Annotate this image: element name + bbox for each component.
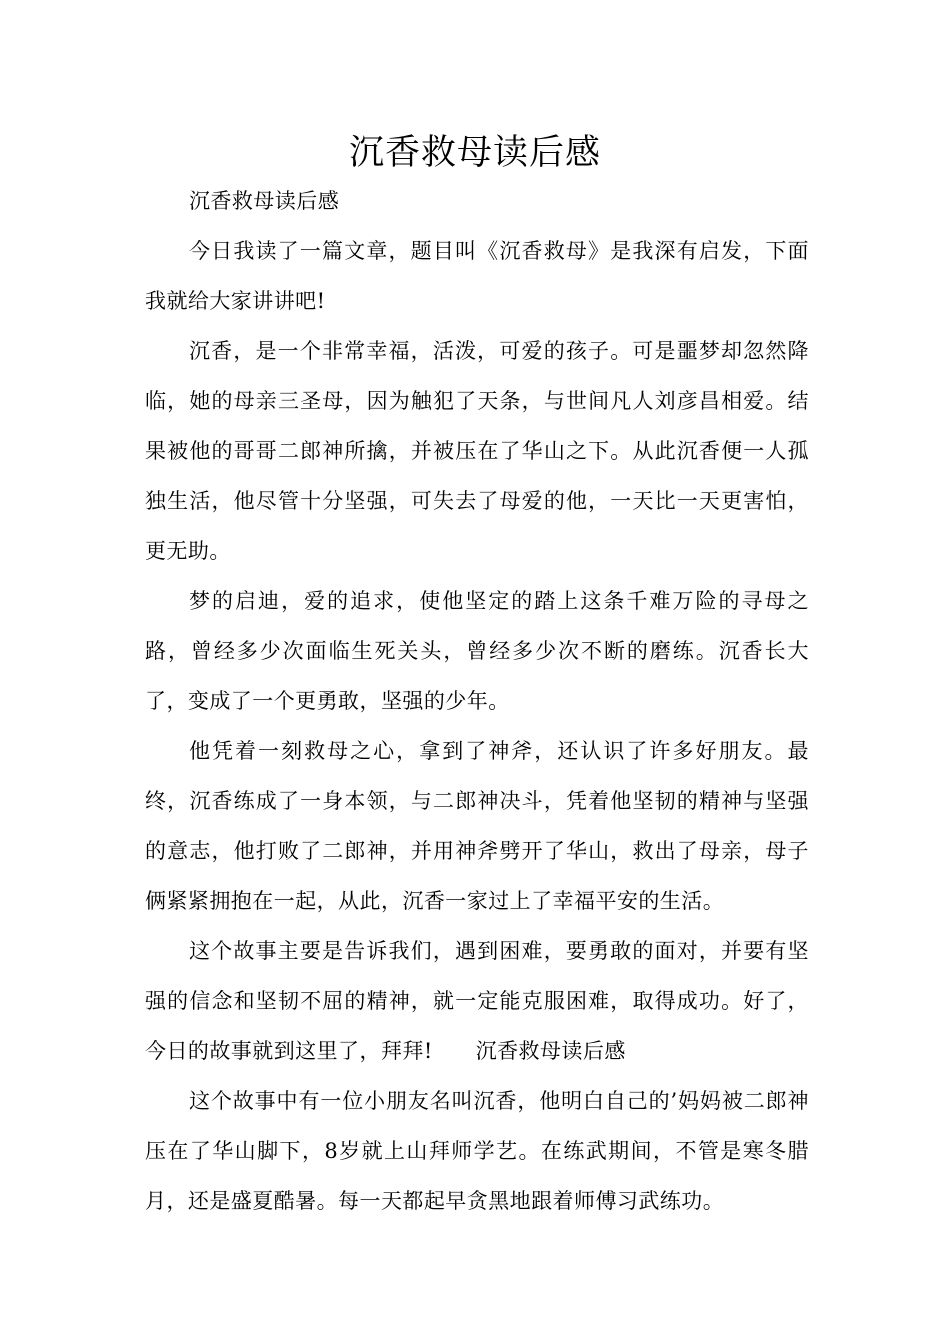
document-title: 沉香救母读后感 xyxy=(348,133,601,173)
paragraph-battle: 他凭着一刻救母之心，拿到了神斧，还认识了许多好朋友。最终，沉香练成了一身本领，与二郎神决斗，凭着他坚韧的精神与坚强的意志，他打败了二郎神，并用神斧劈开了华山，救出了母亲，母子俩紧紧拥抱在一起，从此，沉香一家过上了幸福平安的生活。 xyxy=(145,739,809,913)
paragraph-lesson: 这个故事主要是告诉我们，遇到困难，要勇敢的面对，并要有坚强的信念和坚韧不屈的精神，就一定能克服困难，取得成功。好了，今日的故事就到这里了，拜拜! 沉香救母读后感 xyxy=(145,939,809,1063)
paragraph-subtitle: 沉香救母读后感 xyxy=(189,189,340,213)
paragraph-intro: 今日我读了一篇文章，题目叫《沉香救母》是我深有启发，下面我就给大家讲讲吧! xyxy=(145,239,809,313)
paragraph-chenxiang-background: 沉香，是一个非常幸福，活泼，可爱的孩子。可是噩梦却忽然降临，她的母亲三圣母，因为触犯了天条，与世间凡人刘彦昌相爱。结果被他的哥哥二郎神所擒，并被压在了华山之下。从此沉香便一人孤独生活，他尽管十分坚强，可失去了母爱的他，一天比一天更害怕，更无助。 xyxy=(145,339,809,563)
paragraph-second-essay: 这个故事中有一位小朋友名叫沉香，他明白自己的’妈妈被二郎神压在了华山脚下，8岁就上山拜师学艺。在练武期间，不管是寒冬腊月，还是盛夏酷暑。每一天都起早贪黑地跟着师傅习武练功。 xyxy=(145,1089,809,1213)
paragraph-journey: 梦的启迪，爱的追求，使他坚定的踏上这条千难万险的寻母之路，曾经多少次面临生死关头，曾经多少次不断的磨练。沉香长大了，变成了一个更勇敢，坚强的少年。 xyxy=(145,589,809,713)
document-body xyxy=(145,176,809,1226)
